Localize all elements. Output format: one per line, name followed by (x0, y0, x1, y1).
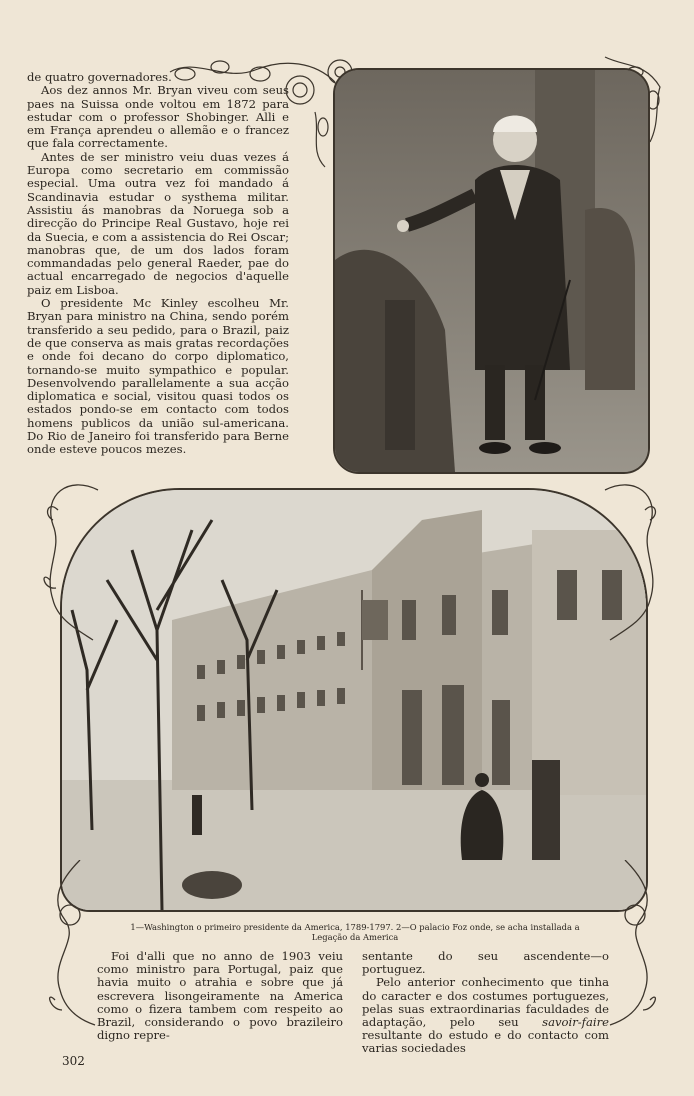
bottom-right-column (362, 950, 609, 1056)
text-run: Pelo anterior conhecimento que tinha do caracter e dos costumes portuguezes, pelas suas extraordinarias faculdades de adaptação, pelo seu (362, 975, 609, 1030)
paragraph: sentante do seu ascendente—o portuguez. (362, 949, 609, 977)
paragraph: Foi d'alli que no anno de 1903 veiu como ministro para Portugal, paiz que havia muito o atrahia e sobre que já escrevera lisongeiramente na America como o fizera tambem com respeito ao Brazil, considerando o povo brazileiro digno repre- (97, 949, 343, 1043)
washington-portrait (333, 68, 650, 474)
photo-caption: 1—Washington o primeiro presidente da America, 1789-1797. 2—O palacio Foz onde, se acha installada a Legação da America (130, 922, 580, 942)
corner-ornament (38, 470, 108, 650)
paragraph: O presidente Mc Kinley escolheu Mr. Bryan para ministro na China, sendo porém transferido a seu pedido, para o Brazil, paiz de que conserva as mais gratas recordações e onde foi decano do corpo diplomatico, tornando-se muito sympathico e popular. Desenvolvendo parallelamente a sua acção diplomatica e social, visitou quasi todos os estados pondo-se em contacto com todos homens publicos da união sul-americana. Do Rio de Janeiro foi transferido para Berne onde esteve poucos mezes. (27, 296, 289, 457)
page-number: 302 (62, 1054, 85, 1068)
palacio-foz-photo (60, 488, 648, 912)
corner-ornament (595, 470, 665, 650)
paragraph (362, 976, 609, 1055)
bottom-left-column (97, 950, 343, 1042)
italic-term: savoir-faire (542, 1015, 609, 1030)
paragraph: Aos dez annos Mr. Bryan viveu com seus paes na Suissa onde voltou em 1872 para estudar com o professor Shobinger. Alli e em França aprendeu o allemão e o francez que fala correctamente. (27, 83, 289, 151)
paragraph: Antes de ser ministro veiu duas vezes á Europa como secretario em commissão especial. Uma outra vez foi mandado á Scandinavia estudar o systhema militar. Assistiu ás manobras da Noruega sob a direcção do Principe Real Gustavo, hoje rei da Suecia, e com a assistencia do Rei Oscar; manobras que, de um dos lados foram commandadas pelo general Raeder, pae do actual encarregado de negocios d'aquelle paiz em Lisboa. (27, 149, 289, 297)
text-run: resultante do estudo e do contacto com varias sociedades (362, 1028, 609, 1056)
paragraph: de quatro governadores. (27, 70, 172, 84)
